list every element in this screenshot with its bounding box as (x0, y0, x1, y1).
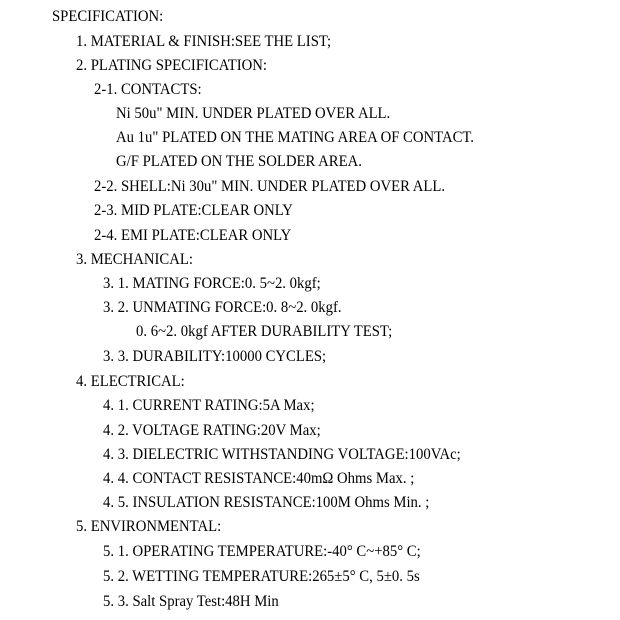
spec-line-3-2: 3. 2. UNMATING FORCE:0. 8~2. 0kgf. (103, 299, 342, 316)
spec-line-5: 5. ENVIRONMENTAL: (76, 518, 222, 535)
spec-line-5-2: 5. 2. WETTING TEMPERATURE:265±5° C, 5±0. 5s (103, 568, 420, 585)
spec-line-3-1: 3. 1. MATING FORCE:0. 5~2. 0kgf; (103, 275, 321, 292)
spec-line-5-3: 5. 3. Salt Spray Test:48H Min (103, 593, 279, 610)
spec-line-ni-plating: Ni 50u" MIN. UNDER PLATED OVER ALL. (116, 105, 391, 122)
spec-line-2-4: 2-4. EMI PLATE:CLEAR ONLY (94, 227, 292, 244)
spec-line-5-1: 5. 1. OPERATING TEMPERATURE:-40° C~+85° C; (103, 543, 421, 560)
spec-line-2-1: 2-1. CONTACTS: (94, 81, 202, 98)
spec-line-1: 1. MATERIAL & FINISH:SEE THE LIST; (76, 33, 332, 50)
spec-line-4: 4. ELECTRICAL: (76, 373, 185, 390)
document-heading: SPECIFICATION: (52, 8, 164, 25)
spec-line-3-2-cont: 0. 6~2. 0kgf AFTER DURABILITY TEST; (136, 323, 393, 340)
spec-line-3-3: 3. 3. DURABILITY:10000 CYCLES; (103, 348, 327, 365)
spec-line-4-2: 4. 2. VOLTAGE RATING:20V Max; (103, 422, 321, 439)
spec-line-au-plating: Au 1u" PLATED ON THE MATING AREA OF CONTACT. (116, 129, 474, 146)
spec-line-4-4: 4. 4. CONTACT RESISTANCE:40mΩ Ohms Max. ; (103, 470, 415, 487)
spec-line-2: 2. PLATING SPECIFICATION: (76, 57, 267, 74)
spec-line-4-3: 4. 3. DIELECTRIC WITHSTANDING VOLTAGE:100VAc; (103, 446, 461, 463)
spec-line-3: 3. MECHANICAL: (76, 251, 193, 268)
spec-line-2-2: 2-2. SHELL:Ni 30u" MIN. UNDER PLATED OVER ALL. (94, 178, 446, 195)
spec-line-2-3: 2-3. MID PLATE:CLEAR ONLY (94, 202, 293, 219)
spec-line-4-1: 4. 1. CURRENT RATING:5A Max; (103, 397, 315, 414)
spec-line-gf-plating: G/F PLATED ON THE SOLDER AREA. (116, 153, 362, 170)
spec-line-4-5: 4. 5. INSULATION RESISTANCE:100M Ohms Min. ; (103, 494, 430, 511)
